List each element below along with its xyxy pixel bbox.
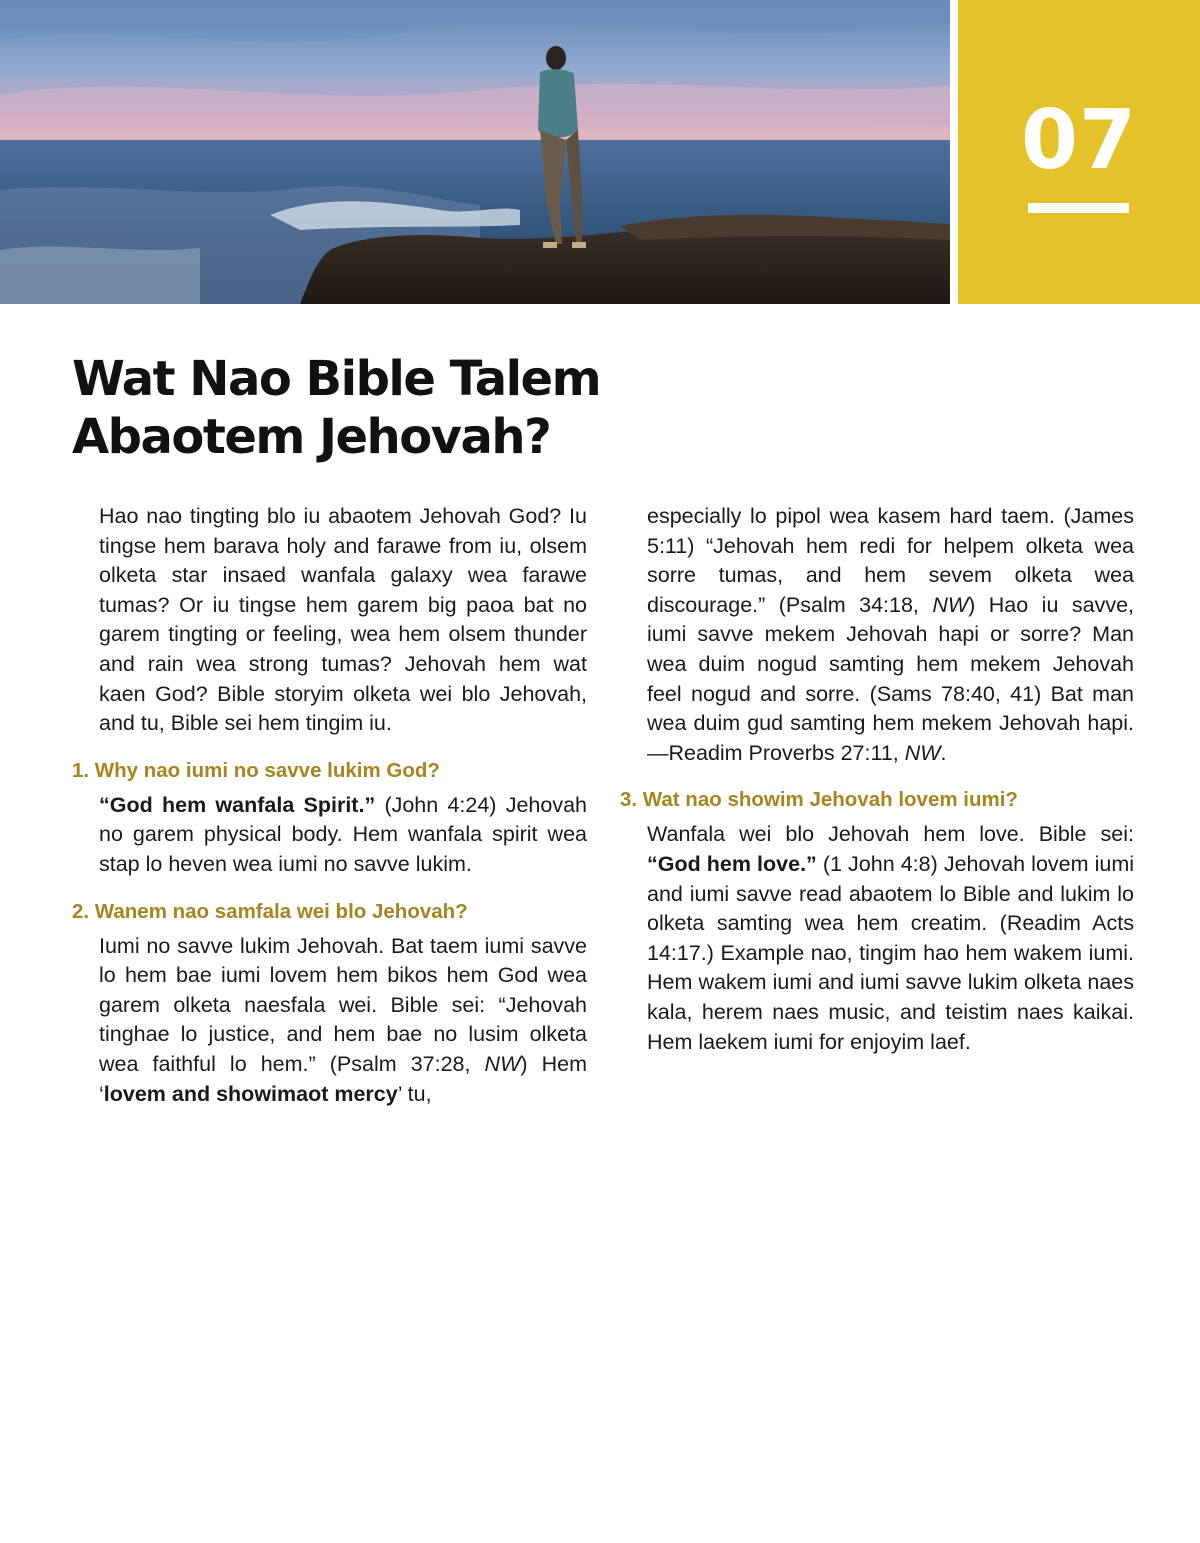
chapter-number: 07	[1020, 93, 1138, 188]
answer-3-text-1: Wanfala wei blo Jehovah hem love. Bible sei:	[647, 822, 1134, 847]
chapter-box	[958, 0, 1200, 304]
title-line-1: Wat Nao Bible Talem	[72, 351, 601, 407]
answer-2-text-1: Iumi no savve lukim Jehovah. Bat taem iumi savve lo hem bae iumi lovem hem bikos hem God wea garem olketa naesfala wei. Bible sei: “Jehovah tinghae lo justice, and hem bae no lusim olketa wea faithful lo hem.” (Psalm 37:28,	[99, 933, 587, 1076]
intro-paragraph: Hao nao tingting blo iu abaotem Jehovah God? Iu tingse hem barava holy and farawe from iu, olsem olketa star insaed wanfala galaxy wea farawe tumas? Or iu tingse hem garem big paoa bat no garem tingting or feeling, wea hem olsem thunder and rain wea strong tumas? Jehovah hem wat kaen God? Bible storyim olketa wei blo Jehovah, and tu, Bible sei hem tingim iu.	[99, 504, 587, 736]
answer-2-text-3: ’ tu,	[397, 1081, 432, 1106]
question-3-heading: 3. Wat nao showim Jehovah lovem iumi?	[620, 788, 1018, 812]
answer-1-paragraph	[72, 791, 587, 880]
question-2-heading: 2. Wanem nao samfala wei blo Jehovah?	[72, 899, 468, 923]
answer-2-cont-text-3: .	[940, 740, 947, 765]
answer-2-cont-italic-1: NW	[932, 592, 969, 617]
answer-3-paragraph	[620, 820, 1134, 1057]
answer-1-text: (John 4:24) Jehovah no garem physical body. Hem wanfala spirit wea stap lo heven wea iumi no savve lukim.	[99, 792, 587, 876]
answer-2-cont-italic-2: NW	[904, 740, 941, 765]
answer-2-continuation	[620, 502, 1134, 768]
left-column	[72, 502, 587, 1109]
answer-2-bold-1: lovem and showimaot mercy	[103, 1081, 398, 1106]
question-1-heading: 1. Why nao iumi no savve lukim God?	[72, 758, 440, 782]
seaside-illustration	[0, 0, 950, 304]
answer-2-paragraph	[72, 932, 587, 1110]
answer-1-bold-lead: “God hem wanfala Spirit.”	[99, 792, 376, 817]
hero-photo	[0, 0, 950, 304]
answer-3-bold-1: “God hem love.”	[647, 851, 817, 876]
answer-2-text-2: ) Hem ‘	[99, 1051, 587, 1106]
answer-3-text-2: (1 John 4:8) Jehovah lovem iumi and iumi savve read abaotem lo Bible and lukim lo olketa samting wea hem creatim. (Readim Acts 14:17.) Example nao, tingim hao hem wakem iumi. Hem wakem iumi and iumi savve lukim olketa naes kala, herem naes music, and teistim naes kaikai. Hem laekem iumi for enjoyim laef.	[647, 851, 1135, 1054]
answer-2-cont-text-2: ) Hao iu savve, iumi savve mekem Jehovah hapi or sorre? Man wea duim nogud samting hem mekem Jehovah feel nogud and sorre. (Sams 78:40, 41) Bat man wea duim gud samting hem mekem Jehovah hapi.—Readim Proverbs 27:11,	[647, 592, 1134, 765]
page-title	[72, 350, 632, 466]
answer-2-cont-text-1: especially lo pipol wea kasem hard taem. (James 5:11) “Jehovah hem redi for helpem olketa wea sorre tumas, and hem sevem olketa wea discourage.” (Psalm 34:18,	[647, 504, 1134, 617]
answer-2-italic-1: NW	[484, 1051, 521, 1076]
chapter-rule	[1028, 203, 1129, 213]
right-column	[620, 502, 1134, 1057]
title-line-2: Abaotem Jehovah?	[72, 409, 551, 465]
